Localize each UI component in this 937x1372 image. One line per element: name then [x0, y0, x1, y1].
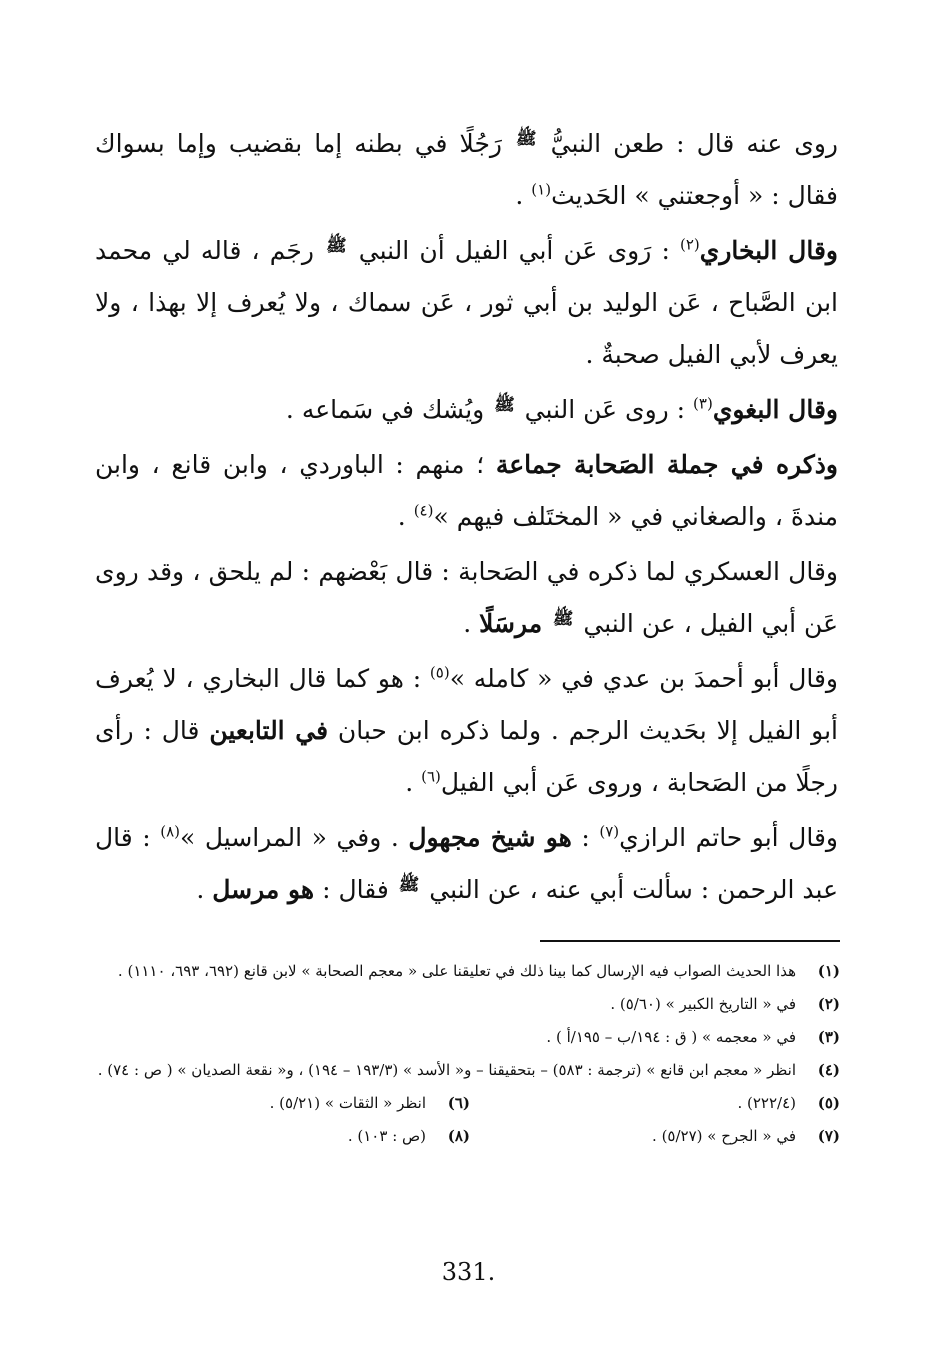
footnote-6 [100, 1087, 470, 1120]
text-run: . وفي « المراسيل » [180, 823, 409, 852]
paragraph [95, 225, 838, 381]
footnote-2 [95, 988, 840, 1021]
footnote-number: (٧) [817, 1127, 840, 1145]
footnote-ref: (٤) [413, 501, 434, 520]
paragraph [95, 653, 838, 809]
footnotes [95, 955, 840, 1153]
text-run: فقال : [314, 875, 397, 904]
salutation-ligature: ﷺ [516, 129, 537, 149]
footnote-row [95, 1087, 840, 1120]
text-run: : هو كما قال البخاري ، لا يُعرف أبو الفيل إلا بحَديث الرجم . ولما ذكره ابن حبان [95, 664, 838, 745]
footnote-number: (٨) [447, 1127, 470, 1145]
footnote-text: في « التاريخ الكبير » (٥/٦٠) . [610, 995, 796, 1013]
salutation-ligature: ﷺ [552, 609, 574, 629]
footnote-number: (٤) [817, 1061, 840, 1079]
text-run: : روى عَن النبي [516, 395, 694, 424]
text-run: رجَم ، قاله لي محمد ابن الصَّباح ، عَن الوليد بن أبي ثور ، عَن سماك ، ولا يُعرف إلا بهذا ، ولا يعرف لأبي الفيل صحبةٌ . [95, 236, 838, 369]
footnote-ref: (٨) [160, 822, 181, 841]
text-run: روى عنه قال : طعن النبيُّ [538, 129, 839, 158]
text-run: ويُشك في سَماعه . [285, 395, 493, 424]
bold-text: هو شيخ مجهول [408, 823, 572, 852]
bold-text: وقال البغوي [712, 395, 838, 424]
footnote-8 [100, 1120, 470, 1153]
salutation-ligature: ﷺ [326, 236, 347, 256]
text-run: . [405, 768, 422, 797]
text-run: . [515, 181, 532, 210]
footnote-1 [95, 955, 840, 988]
footnote-text: (ص : ١٠٣) . [347, 1127, 426, 1145]
bold-text: في التابعين [209, 716, 329, 745]
bold-text: وقال البخاري [699, 236, 838, 265]
footnote-ref: (٦) [421, 767, 441, 786]
page-number: 331. [441, 1258, 496, 1286]
footnote-text: (٢٢٢/٤) . [737, 1094, 796, 1112]
footnote-row [95, 1120, 840, 1153]
footnote-separator [540, 940, 840, 942]
footnote-ref: (٢) [680, 235, 700, 254]
text-run: : قال عبد الرحمن : سألت أبي عنه ، عن النبي [95, 823, 838, 904]
salutation-ligature: ﷺ [494, 395, 515, 415]
footnote-number: (١) [817, 962, 840, 980]
footnote-text: انظر « معجم ابن قانع » (ترجمة : ٥٨٣) – بتحقيقنا – و« الأسد » (١٩٣/٣ – ١٩٤) ، و« نقعة الصديان » ( ص : ٧٤) . [97, 1061, 796, 1079]
footnote-ref: (١) [531, 180, 552, 199]
text-run: . [397, 502, 414, 531]
bold-text: هو مرسل [212, 875, 315, 904]
text-run: وقال العسكري لما ذكره في الصَحابة : قال بَعْضهم : لم يلحق ، وقد روى عَن أبي الفيل ، عن النبي [95, 557, 838, 638]
text-run: . [463, 609, 480, 638]
salutation-ligature: ﷺ [398, 875, 420, 895]
text-run: وقال أبو أحمدَ بن عدي في « كامله » [449, 664, 838, 693]
footnote-text: انظر « الثقات » (٥/٢١) . [269, 1094, 426, 1112]
footnote-4 [95, 1054, 840, 1087]
bold-text: مرسَلًا [479, 609, 551, 638]
text-run: رَجُلًا في بطنه إما بقضيب وإما بسواك فقال : « أوجعتني » الحَديث [95, 129, 838, 210]
footnote-ref: (٥) [429, 663, 450, 682]
paragraph [95, 118, 838, 222]
text-run: قال : رأى رجلًا من الصَحابة ، وروى عَن أبي الفيل [95, 716, 838, 797]
text-run: ؛ منهم : الباوردي ، وابن قانع ، وابن مندةَ ، والصغاني في « المختَلف فيهم » [95, 450, 838, 531]
footnote-ref: (٧) [599, 822, 620, 841]
main-text [95, 118, 838, 919]
text-run: : [571, 823, 600, 852]
paragraph [95, 439, 838, 543]
footnote-number: (٦) [447, 1094, 470, 1112]
footnote-text: في « الجرح » (٥/٢٧) . [652, 1127, 796, 1145]
bold-text: وذكره في جملة الصَحابة جماعة [495, 450, 838, 479]
text-run: : رَوى عَن أبي الفيل أن النبي [348, 236, 680, 265]
footnote-text: في « معجمه » ( ق : ١٩٤/ب – ١٩٥/أ ) . [546, 1028, 796, 1046]
paragraph [95, 546, 838, 650]
paragraph [95, 812, 838, 916]
footnote-text: هذا الحديث الصواب فيه الإرسال كما بينا ذلك في تعليقنا على « معجم الصحابة » لابن قانع (٦٩٢، ٦٩٣، ١١١٠) . [117, 962, 796, 980]
footnote-7 [470, 1120, 840, 1153]
footnote-number: (٥) [817, 1094, 840, 1112]
text-run: وقال أبو حاتم الرازي [619, 823, 838, 852]
paragraph [95, 384, 838, 436]
footnote-ref: (٣) [693, 394, 713, 413]
footnote-5 [470, 1087, 840, 1120]
footnote-number: (٢) [817, 995, 840, 1013]
footnote-number: (٣) [817, 1028, 840, 1046]
text-run: . [196, 875, 213, 904]
footnote-3 [95, 1021, 840, 1054]
